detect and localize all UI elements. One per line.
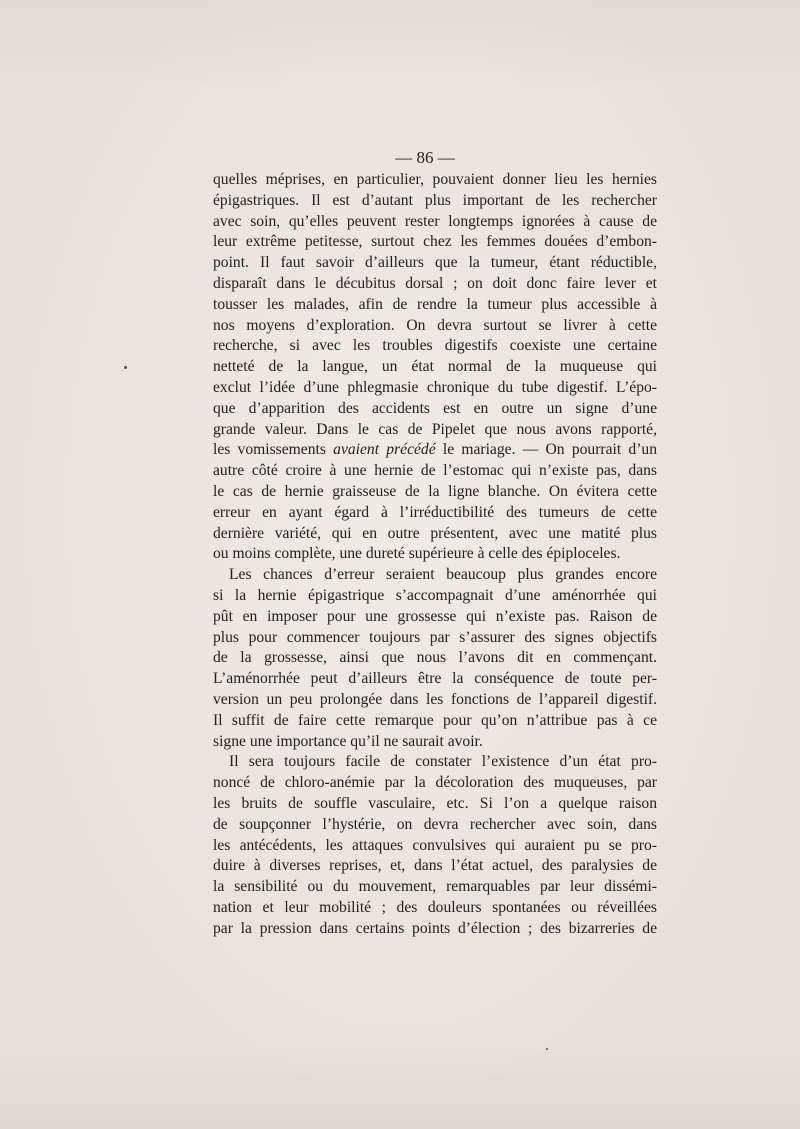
text-line: erreur en ayant égard à l’irréductibilité des tumeurs de cette	[213, 503, 657, 521]
text-line: par la pression dans certains points d’élection ; des bizarreries de	[213, 919, 657, 937]
text-line: Il suffit de faire cette remarque pour qu’on n’attribue pas à ce	[213, 711, 657, 729]
text-run: le mariage. — On pourrait d’un	[435, 441, 657, 459]
text-line: noncé de chloro-anémie par la décoloration des muqueuses, par	[213, 774, 657, 792]
text-line: duire à diverses reprises, et, dans l’état actuel, des paralysies de	[213, 857, 657, 875]
text-line: les antécédents, les attaques convulsives qui auraient pu se pro-	[213, 836, 657, 854]
text-line: quelles méprises, en particulier, pouvaient donner lieu les hernies	[213, 171, 657, 188]
body-text	[213, 170, 657, 939]
text-line	[213, 440, 657, 461]
text-line: exclut l’idée d’une phlegmasie chronique du tube digestif. L’épo-	[213, 378, 657, 396]
text-line: pût en imposer pour une grossesse qui n’existe pas. Raison de	[213, 607, 657, 625]
text-line: la sensibilité ou du mouvement, remarquables par leur dissémi-	[213, 878, 657, 896]
page-number: — 86 —	[395, 148, 455, 167]
text-line: Il sera toujours facile de constater l’existence d’un état pro-	[229, 753, 657, 771]
ink-speck	[546, 1048, 548, 1050]
text-line: les bruits de souffle vasculaire, etc. Si l’on a quelque raison	[213, 794, 657, 812]
text-line: nation et leur mobilité ; des douleurs spontanées ou réveillées	[213, 898, 657, 916]
text-line: netteté de la langue, un état normal de la muqueuse qui	[213, 358, 657, 376]
text-line: de la grossesse, ainsi que nous l’avons dit en commençant.	[213, 649, 657, 667]
text-line: dernière variété, qui en outre présentent, avec une matité plus	[213, 524, 657, 542]
text-line: autre côté croire à une hernie de l’estomac qui n’existe pas, dans	[213, 462, 657, 480]
text-line: tousser les malades, afin de rendre la tumeur plus accessible à	[213, 295, 657, 313]
text-line: recherche, si avec les troubles digestifs coexiste une certaine	[213, 337, 657, 355]
text-line: point. Il faut savoir d’ailleurs que la tumeur, étant réductible,	[213, 254, 657, 272]
text-line: que d’apparition des accidents est en outre un signe d’une	[213, 399, 657, 417]
text-line: leur extrême petitesse, surtout chez les femmes douées d’embon-	[213, 233, 657, 251]
text-line: version un peu prolongée dans les fonctions de l’appareil digestif.	[213, 690, 657, 708]
text-line: avec soin, qu’elles peuvent rester longtemps ignorées à cause de	[213, 212, 657, 230]
text-run: les vomissements	[213, 441, 334, 459]
text-line: nos moyens d’exploration. On devra surtout se livrer à cette	[213, 316, 657, 334]
text-line: signe une importance qu’il ne saurait avoir.	[213, 732, 483, 750]
text-line: ou moins complète, une dureté supérieure à celle des épiploceles.	[213, 545, 621, 563]
text-line: plus pour commencer toujours par s’assurer des signes objectifs	[213, 628, 657, 646]
italic-phrase: avaient précédé	[333, 441, 436, 459]
text-line: de soupçonner l’hystérie, on devra rechercher avec soin, dans	[213, 815, 657, 833]
text-line: épigastriques. Il est d’autant plus important de les rechercher	[213, 191, 657, 209]
text-line: Les chances d’erreur seraient beaucoup plus grandes encore	[229, 566, 657, 584]
text-line: disparaît dans le décubitus dorsal ; on doit donc faire lever et	[213, 274, 657, 292]
text-line: le cas de hernie graisseuse de la ligne blanche. On évitera cette	[213, 482, 657, 500]
ink-speck	[124, 366, 127, 369]
text-line: L’aménorrhée peut d’ailleurs être la conséquence de toute per-	[213, 670, 657, 688]
text-line: si la hernie épigastrique s’accompagnait d’une aménorrhée qui	[213, 586, 657, 604]
text-line: grande valeur. Dans le cas de Pipelet que nous avons rapporté,	[213, 420, 657, 438]
